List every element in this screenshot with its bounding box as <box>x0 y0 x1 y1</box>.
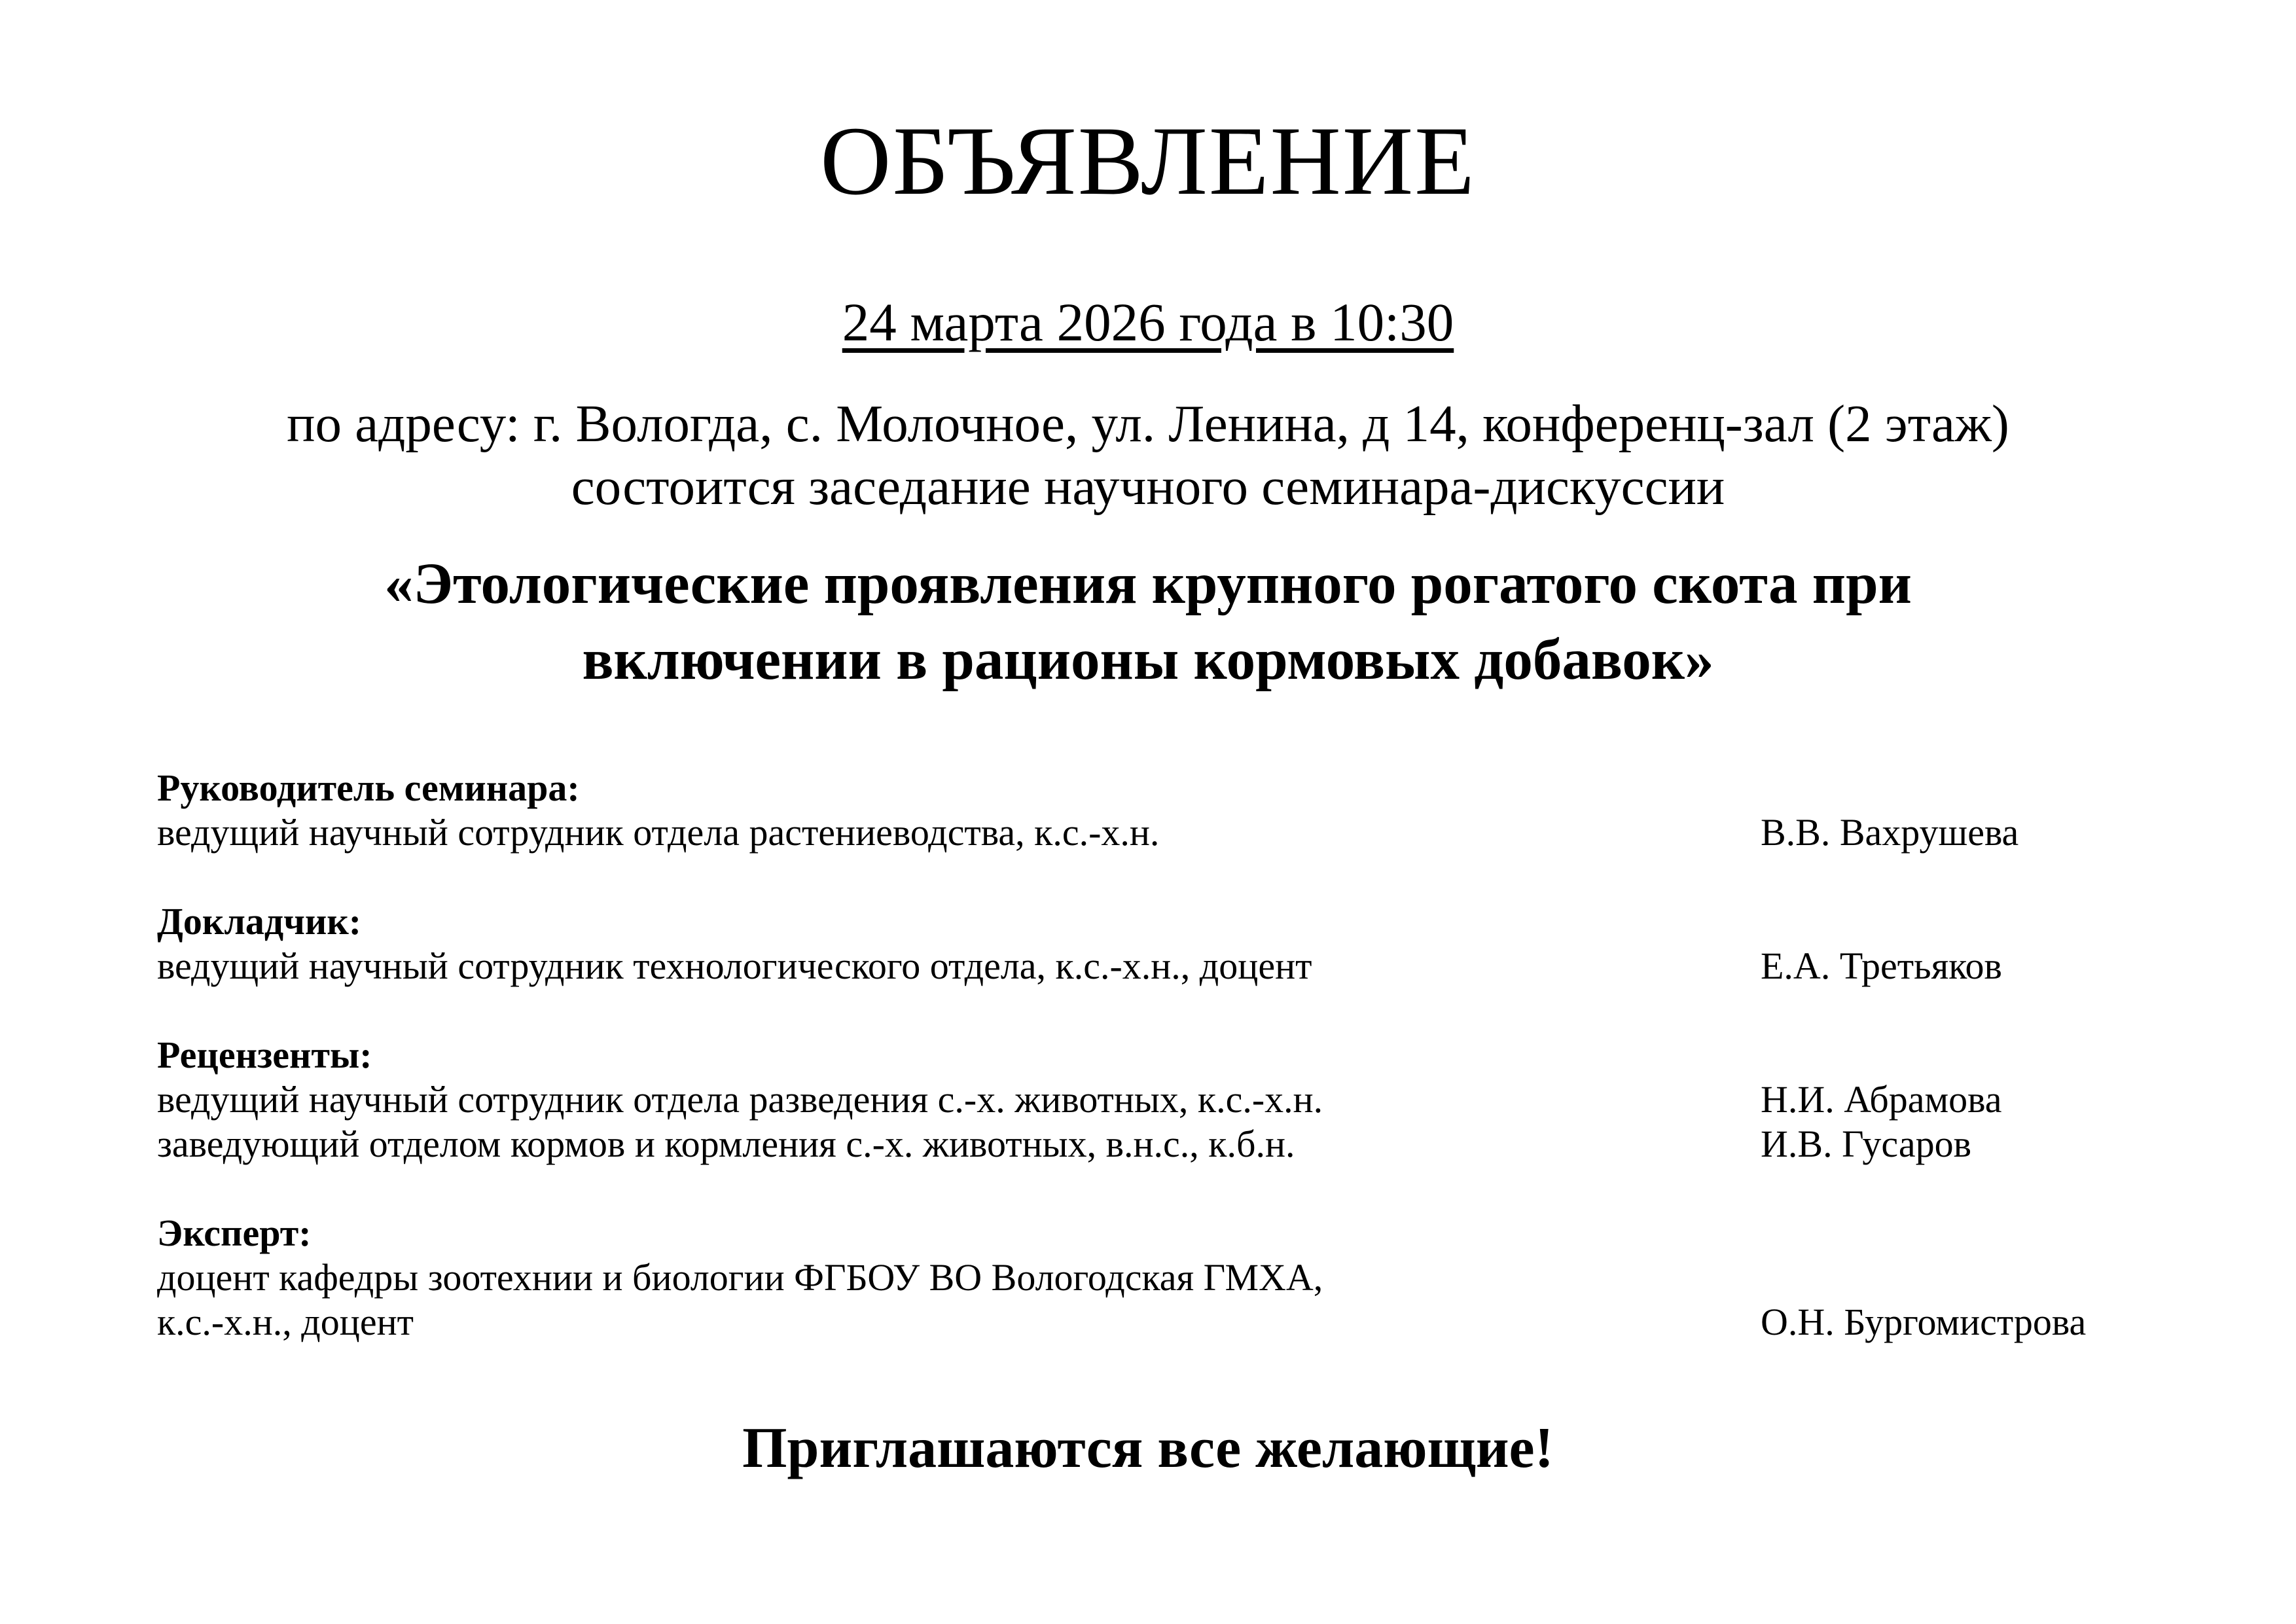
section-expert <box>157 1211 2139 1344</box>
event-datetime-text: 24 марта 2026 года в 10:30 <box>842 291 1454 352</box>
participant-row <box>157 810 2139 855</box>
section-role-label: Докладчик: <box>157 900 362 943</box>
participant-name: И.В. Гусаров <box>1761 1123 1971 1166</box>
event-datetime <box>157 291 2139 353</box>
address-line-2: состоится заседание научного семинара-дискуссии <box>571 456 1725 516</box>
section-seminar-head <box>157 766 2139 855</box>
address-line-1: по адресу: г. Вологда, с. Молочное, ул. Ленина, д 14, конференц-зал (2 этаж) <box>287 393 2009 453</box>
address-block <box>157 393 2139 518</box>
participant-row <box>157 944 2139 988</box>
participant-name: Е.А. Третьяков <box>1761 945 2002 988</box>
closing-line: Приглашаются все желающие! <box>742 1416 1554 1481</box>
participant-description: ведущий научный сотрудник отдела разведения с.-х. животных, к.с.-х.н. <box>157 1078 1323 1121</box>
participant-description: ведущий научный сотрудник отдела растениеводства, к.с.-х.н. <box>157 811 1160 854</box>
participant-description: к.с.-х.н., доцент <box>157 1301 414 1344</box>
seminar-topic-line-1: «Этологические проявления крупного рогатого скота при <box>384 552 1912 617</box>
section-speaker <box>157 899 2139 988</box>
seminar-topic-line-2: включении в рационы кормовых добавок» <box>582 627 1714 692</box>
participant-description: ведущий научный сотрудник технологического отдела, к.с.-х.н., доцент <box>157 945 1312 988</box>
participants-list <box>157 766 2139 1344</box>
section-reviewers <box>157 1033 2139 1166</box>
participant-row <box>157 1077 2139 1122</box>
participant-row <box>157 1122 2139 1166</box>
section-role-label: Эксперт: <box>157 1212 312 1255</box>
page-title: ОБЪЯВЛЕНИЕ <box>820 107 1476 215</box>
section-role-label: Рецензенты: <box>157 1034 372 1077</box>
section-role-label: Руководитель семинара: <box>157 767 580 810</box>
participant-name: В.В. Вахрушева <box>1761 811 2019 854</box>
seminar-topic <box>157 547 2139 698</box>
participant-name: Н.И. Абрамова <box>1761 1078 2002 1121</box>
participant-description: заведующий отделом кормов и кормления с.-х. животных, в.н.с., к.б.н. <box>157 1123 1295 1166</box>
participant-row <box>157 1300 2139 1344</box>
participant-name: О.Н. Бургомистрова <box>1761 1301 2087 1344</box>
participant-description: доцент кафедры зоотехнии и биологии ФГБОУ ВО Вологодская ГМХА, <box>157 1256 1323 1299</box>
participant-row <box>157 1255 2139 1300</box>
